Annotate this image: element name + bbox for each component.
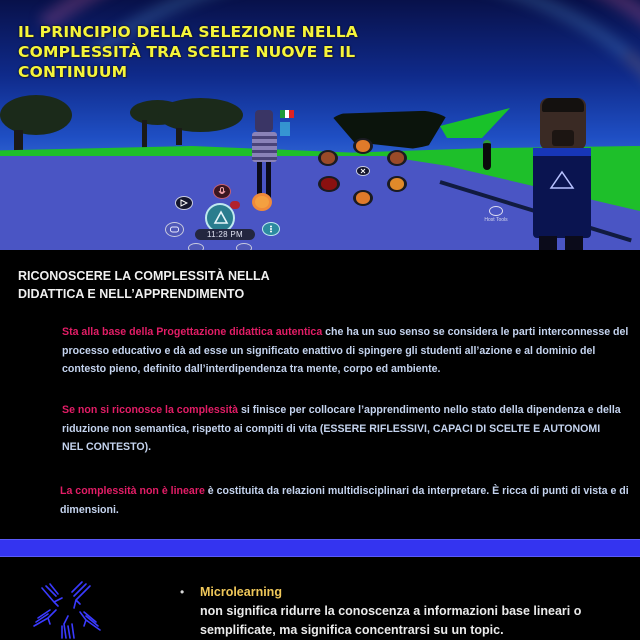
avatar-right[interactable]: [525, 98, 595, 250]
tree-right: [158, 98, 248, 148]
paragraph-highlight: Sta alla base della Progettazione didattica autentica: [62, 326, 323, 338]
emoji-smile-icon[interactable]: [387, 176, 407, 192]
section-heading-line-1: RICONOSCERE LA COMPLESSITÀ NELLA: [18, 269, 270, 283]
triangle-logo-icon: [549, 170, 575, 190]
slide-title: IL PRINCIPIO DELLA SELEZIONE NELLA COMPLESSITÀ TRA SCELTE NUOVE E IL CONTINUUM: [18, 23, 358, 81]
host-tools-button[interactable]: Host Tools: [481, 206, 511, 223]
paragraph-progettazione: [62, 323, 637, 379]
paragraph-highlight: Se non si riconosce la complessità: [62, 404, 239, 416]
bullet-dot: •: [180, 585, 185, 599]
notification-badge: [230, 201, 240, 209]
tree-left: [0, 95, 75, 155]
italy-flag-icon: [280, 110, 294, 118]
paragraph-highlight: La complessità non è lineare: [60, 485, 205, 497]
emoji-heart-icon[interactable]: [318, 176, 340, 192]
menu-dots-icon[interactable]: [262, 222, 280, 236]
bullet-title: Microlearning: [200, 585, 282, 599]
emoji-reaction-icon[interactable]: [252, 193, 272, 211]
section-heading-line-2: DIDATTICA E NELL’APPRENDIMENTO: [18, 287, 245, 301]
camera-icon[interactable]: [165, 222, 184, 237]
avatar-left[interactable]: [250, 110, 280, 205]
name-tag-panel: [280, 122, 290, 136]
paragraph-text: che ha un suo senso se considera le parti interconnesse del processo educativo e dà ad esse un significato enattivo di spingere gli studenti all’azione e al dominio del contesto pieno, definito dall’interdipendenza tra mente, corpo ed ambiente.: [62, 326, 629, 375]
vr-scene-screenshot: [0, 0, 640, 250]
emoji-neutral-icon[interactable]: [318, 150, 338, 166]
paragraph-text: è costituita da relazioni multidisciplinari da interpretare. È ricca di punti di vista e di dimensioni.: [60, 485, 629, 516]
people-icon[interactable]: [188, 243, 204, 250]
host-tools-icon: [489, 206, 503, 216]
paragraph-non-lineare: [60, 482, 635, 519]
play-icon[interactable]: [175, 196, 193, 210]
close-icon[interactable]: [356, 166, 370, 176]
emoji-thinking-icon[interactable]: [387, 150, 407, 166]
section-heading: [18, 267, 338, 303]
vr-controller-icon: [483, 140, 491, 170]
hands-circle-icon: [28, 580, 108, 640]
emoji-angry-icon[interactable]: [353, 138, 373, 154]
microphone-icon[interactable]: [213, 184, 231, 199]
paragraph-text: si finisce per collocare l’apprendimento nello stato della dipendenza e della riduzione non semantica, rispetto ai compiti di vita (ESSERE RIFLESSIVI, CAPACI DI SCELTE E AUTONOMI NEL CONTESTO).: [62, 404, 621, 453]
paragraph-complessita: [62, 401, 622, 457]
emoji-sad-icon[interactable]: [353, 190, 373, 206]
blue-divider-band: [0, 539, 640, 557]
clock-display: 11:28 PM: [195, 229, 255, 240]
settings-icon[interactable]: [236, 243, 252, 250]
bullet-body: non significa ridurre la conoscenza a informazioni base lineari o semplificate, ma significa concentrarsi su un topic.: [200, 604, 582, 637]
